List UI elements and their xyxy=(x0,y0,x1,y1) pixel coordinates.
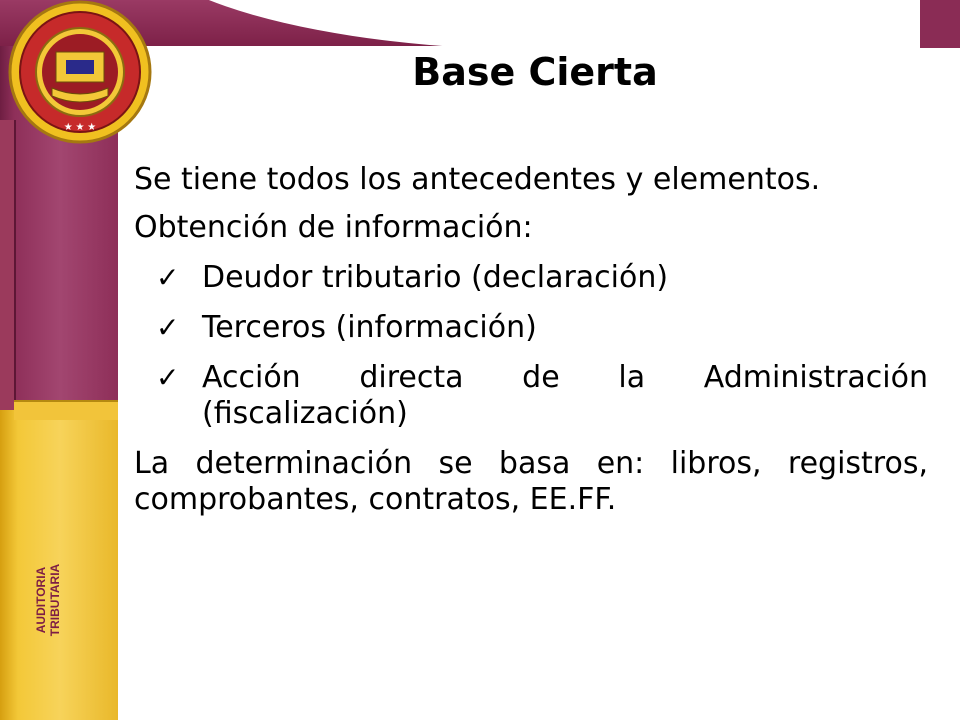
left-stripe xyxy=(0,120,16,420)
bullet-item-3 xyxy=(134,360,928,432)
check-icon: ✓ xyxy=(156,361,180,394)
check-icon: ✓ xyxy=(156,311,180,344)
slide-body xyxy=(134,162,928,530)
slide-title: Base Cierta xyxy=(412,50,658,94)
svg-text:★ ★ ★: ★ ★ ★ xyxy=(63,122,97,133)
top-right-frame xyxy=(920,0,960,48)
gold-panel-cap xyxy=(14,400,118,420)
bullet-item-3-text: Acción directa de la Administración (fiscalización) xyxy=(202,360,928,431)
check-icon: ✓ xyxy=(156,261,180,294)
sidebar-label xyxy=(34,520,62,680)
sidebar-label-line1: AUDITORIA xyxy=(34,566,48,634)
bullet-item-2 xyxy=(134,310,928,346)
paragraph-2: Obtención de información: xyxy=(134,210,533,245)
bullet-item-2-text: Terceros (información) xyxy=(202,310,537,345)
paragraph-1: Se tiene todos los antecedentes y elementos. xyxy=(134,162,821,197)
paragraph-3: La determinación se basa en: libros, registros, comprobantes, contratos, EE.FF. xyxy=(134,446,928,517)
sidebar-label-line2: TRIBUTARIA xyxy=(48,563,62,637)
bullet-item-1-text: Deudor tributario (declaración) xyxy=(202,260,669,295)
bullet-item-1 xyxy=(134,260,928,296)
